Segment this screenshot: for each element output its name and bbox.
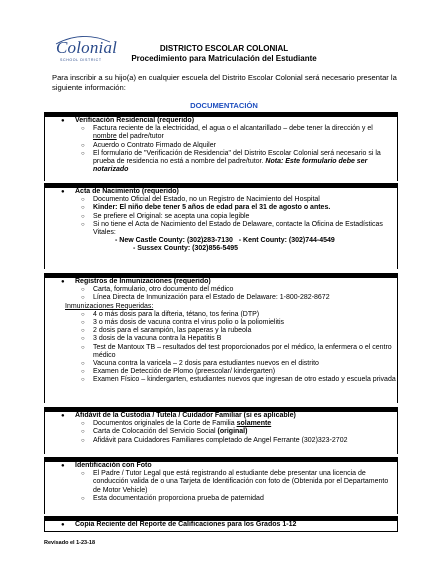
list-item: ○ 2 dosis para el sarampión, las paperas y la rubeola: [45, 327, 397, 335]
list-item: ○ Vacuna contra la varicela – 2 dosis para estudiantes nuevos en el distrito: [45, 360, 397, 368]
contact-row: - Sussex County: (302)856-5495: [133, 245, 239, 253]
page-subtitle: Procedimiento para Matriculación del Estudiante: [131, 54, 317, 63]
list-item: ○ 3 o más dosis de vacuna contra el virus polio o la poliomielitis: [45, 319, 397, 327]
logo-subtitle: SCHOOL DISTRICT: [60, 58, 102, 62]
list-item: ○ Test de Mantoux TB – resultados del test proporcionados por el médico, la enfermera o el centro médico: [45, 344, 397, 360]
section-custody: [44, 411, 398, 454]
list-item: ○ Documentos originales de la Corte de Familia solamente: [45, 420, 397, 428]
list-item: ○ Factura reciente de la electricidad, el agua o el alcantarillado – debe tener la dirección y el nombre del padre/tutor: [45, 125, 397, 141]
section-heading: ● Identificación con Foto: [45, 462, 397, 470]
list-item: ○ El Padre / Tutor Legal que está registrando al estudiante debe presentar una licencia de conducción valida de o una Tarjeta de Identificación con foto de (Obtenida por el Departamento de Motor Vehicle): [45, 470, 397, 495]
list-item: ○ Esta documentación proporciona prueba de paternidad: [45, 495, 397, 503]
list-item: ○ 4 o más dosis para la difteria, tétano, tos ferina (DTP): [45, 311, 397, 319]
required-immunizations-label: Inmunizaciones Requeridas:: [65, 302, 154, 310]
section-residence: [44, 116, 398, 181]
list-item: ○ Examen Físico – kindergarten, estudiantes nuevos que ingresan de otro estado y escuela privada: [45, 376, 397, 384]
list-item: ○ Se prefiere el Original: se acepta una copia legible: [45, 213, 397, 221]
list-item: ○ Acuerdo o Contrato Firmado de Alquiler: [45, 142, 397, 150]
list-item: ○ Línea Directa de Inmunización para el Estado de Delaware: 1-800-282-8672: [45, 294, 397, 302]
section-photo-id: [44, 461, 398, 514]
list-item: ○ Afidávit para Cuidadores Familiares completado de Angel Ferrante (302)323-2702: [45, 437, 397, 445]
district-logo: [52, 38, 118, 68]
section-heading: ● Verificación Residencial (requerido): [45, 117, 397, 125]
list-item: ○ El formulario de "Verificación de Residencia" del Distrito Escolar Colonial será necesario si la prueba de residencia no está a nombre del padre/tutor. Nota: Este formulario debe ser notarizado: [45, 150, 397, 175]
section-heading: ● Registros de Inmunizaciones (requerido): [45, 278, 397, 286]
section-heading: ● Afidávit de la Custodia / Tutela / Cuidador Familiar (si es aplicable): [45, 412, 397, 420]
section-birth-certificate: [44, 187, 398, 269]
logo-word: Colonial: [56, 38, 118, 57]
section-immunizations: [44, 277, 398, 403]
list-item: ○ 3 dosis de la vacuna contra la Hepatitis B: [45, 335, 397, 343]
list-item: ○ Si no tiene el Acta de Nacimiento del Estado de Delaware, contacte la Oficina de Estadísticas Vitales:: [45, 221, 397, 237]
list-item: ○ Examen de Detección de Plomo (preescolar/ kindergarten): [45, 368, 397, 376]
revision-date: Revisado el 1-23-18: [44, 540, 96, 546]
list-item: ○ Documento Oficial del Estado, no un Registro de Nacimiento del Hospital: [45, 196, 397, 204]
section-heading: ● Acta de Nacimiento (requerido): [45, 188, 397, 196]
page-title: DISTRICTO ESCOLAR COLONIAL: [159, 44, 289, 53]
contact-row: - New Castle County: (302)283-7130 - Kent County: (302)744-4549: [115, 237, 335, 245]
section-report-card: [44, 520, 398, 532]
list-item: ○ Carta, formulario, otro documento del médico: [45, 286, 397, 294]
section-heading: ● Copia Reciente del Reporte de Calificaciones para los Grados 1-12: [45, 521, 397, 529]
list-item: ○ Kinder: El niño debe tener 5 años de edad para el 31 de agosto o antes.: [45, 204, 397, 212]
intro-text: Para inscribir a su hijo(a) en cualquier escuela del Distrito Escolar Colonial será necesario presentar la siguiente información:: [52, 73, 397, 92]
list-item: ○ Carta de Colocación del Servicio Social (original): [45, 428, 397, 436]
documentation-heading: DOCUMENTACIÓN: [190, 101, 258, 110]
